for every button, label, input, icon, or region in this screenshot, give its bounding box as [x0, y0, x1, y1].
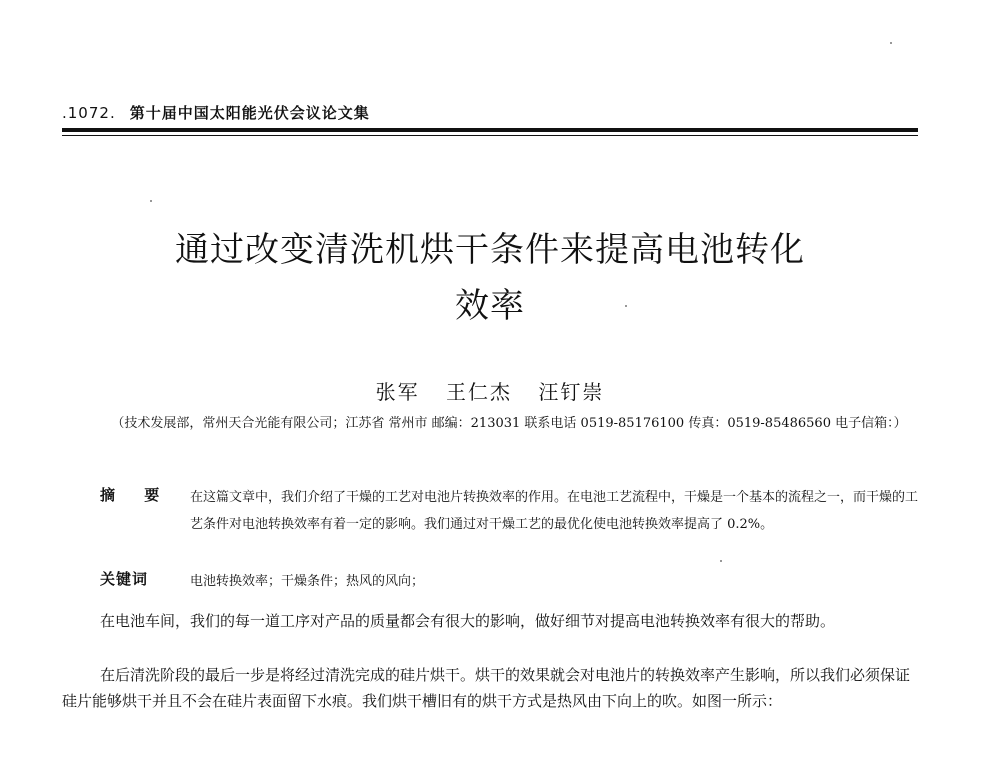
running-header — [62, 102, 370, 123]
header-rule-thin — [62, 135, 918, 136]
paper-title-line-2: 效率 — [455, 286, 525, 326]
abstract-text: 在这篇文章中，我们介绍了干燥的工艺对电池片转换效率的作用。在电池工艺流程中，干燥是一个基本的流程之一，而干燥的工艺条件对电池转换效率有着一定的影响。我们通过对干燥工艺的最优化使电池转换效率提高了 0.2%。 — [190, 490, 919, 532]
scan-speck — [720, 560, 722, 562]
scan-speck — [625, 305, 627, 307]
keywords-text: 电池转换效率；干燥条件；热风的风向； — [190, 574, 425, 589]
header-rule-thick — [62, 128, 918, 132]
page-number: .1072. — [62, 104, 116, 122]
keywords-label: 关键词 — [100, 570, 149, 588]
body-paragraph-2: 在后清洗阶段的最后一步是将经过清洗完成的硅片烘干。烘干的效果就会对电池片的转换效率产生影响，所以我们必须保证硅片能够烘干并且不会在硅片表面留下水痕。我们烘干槽旧有的烘干方式是热风由下向上的吹。如图一所示： — [62, 666, 911, 710]
proceedings-title: 第十届中国太阳能光伏会议论文集 — [129, 104, 370, 122]
scan-speck — [890, 42, 892, 44]
abstract-label: 摘 要 — [100, 486, 172, 504]
authors: 张军 王仁杰 汪钉崇 — [375, 380, 605, 404]
paper-title-line-1: 通过改变清洗机烘干条件来提高电池转化 — [175, 230, 805, 270]
scan-speck — [150, 200, 152, 202]
body-paragraph-1: 在电池车间，我们的每一道工序对产品的质量都会有很大的影响，做好细节对提高电池转换效率有很大的帮助。 — [100, 612, 836, 630]
affiliation: （技术发展部，常州天合光能有限公司；江苏省 常州市 邮编：213031 联系电话 0519-85176100 传真：0519-85486560 电子信箱：） — [111, 416, 907, 431]
